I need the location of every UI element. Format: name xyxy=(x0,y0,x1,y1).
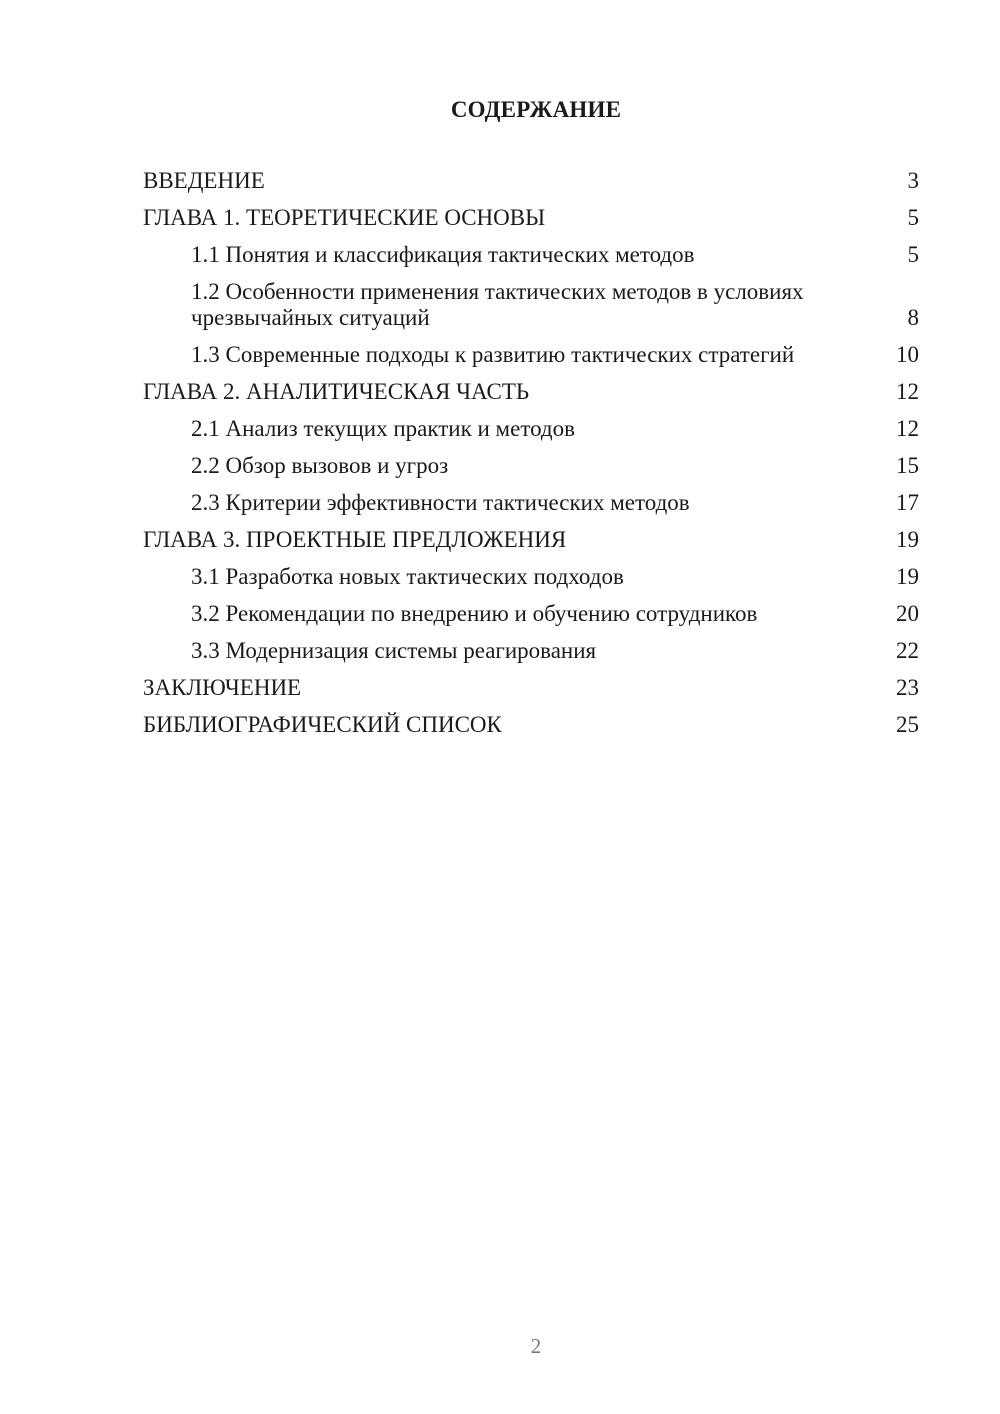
toc-entry-page: 17 xyxy=(896,490,919,515)
toc-entry-text: 3.2 Рекомендации по внедрению и обучению сотрудников xyxy=(191,601,758,626)
toc-entry-introduction[interactable] xyxy=(143,168,919,194)
toc-entry-chapter-3[interactable] xyxy=(143,527,919,553)
toc-entry-section-2-1[interactable] xyxy=(143,416,919,442)
toc-entry-page: 10 xyxy=(896,342,919,367)
toc-entry-section-3-1[interactable] xyxy=(143,564,919,590)
toc-entry-text: 2.3 Критерии эффективности тактических методов xyxy=(191,490,690,515)
toc-entry-bibliography[interactable] xyxy=(143,712,919,738)
toc-entry-page: 22 xyxy=(896,638,919,663)
toc-entry-section-1-1[interactable] xyxy=(143,242,919,268)
table-of-contents xyxy=(143,168,919,749)
toc-entry-page: 12 xyxy=(896,379,919,404)
toc-entry-text: ГЛАВА 1. ТЕОРЕТИЧЕСКИЕ ОСНОВЫ xyxy=(143,205,546,230)
toc-entry-text: 2.1 Анализ текущих практик и методов xyxy=(191,416,575,441)
toc-entry-page: 19 xyxy=(896,564,919,589)
toc-entry-page: 3 xyxy=(907,168,919,193)
toc-entry-text: ГЛАВА 3. ПРОЕКТНЫЕ ПРЕДЛОЖЕНИЯ xyxy=(143,527,567,552)
toc-entry-page: 5 xyxy=(907,205,919,230)
toc-entry-page: 8 xyxy=(907,305,919,330)
toc-entry-chapter-2[interactable] xyxy=(143,379,919,405)
toc-entry-text: 3.3 Модернизация системы реагирования xyxy=(191,638,597,663)
toc-entry-text: 1.2 Особенности применения тактических методов в условиях чрезвычайных ситуаций xyxy=(191,279,804,330)
toc-entry-page: 12 xyxy=(896,416,919,441)
toc-entry-section-1-3[interactable] xyxy=(143,342,919,368)
toc-entry-section-1-2[interactable] xyxy=(143,279,919,331)
toc-entry-text: 3.1 Разработка новых тактических подходов xyxy=(191,564,624,589)
toc-entry-chapter-1[interactable] xyxy=(143,205,919,231)
toc-entry-section-2-2[interactable] xyxy=(143,453,919,479)
toc-entry-text: ГЛАВА 2. АНАЛИТИЧЕСКАЯ ЧАСТЬ xyxy=(143,379,530,404)
toc-entry-text: 1.3 Современные подходы к развитию тактических стратегий xyxy=(191,342,795,367)
toc-entry-conclusion[interactable] xyxy=(143,675,919,701)
toc-entry-page: 23 xyxy=(896,675,919,700)
toc-entry-page: 25 xyxy=(896,712,919,737)
toc-entry-section-3-2[interactable] xyxy=(143,601,919,627)
toc-entry-text: БИБЛИОГРАФИЧЕСКИЙ СПИСОК xyxy=(143,712,502,737)
toc-entry-page: 5 xyxy=(907,242,919,267)
toc-entry-page: 20 xyxy=(896,601,919,626)
toc-entry-page: 19 xyxy=(896,527,919,552)
toc-title: СОДЕРЖАНИЕ xyxy=(450,97,622,122)
toc-entry-text: 1.1 Понятия и классификация тактических методов xyxy=(191,242,695,267)
page-number: 2 xyxy=(530,1334,542,1358)
toc-entry-section-2-3[interactable] xyxy=(143,490,919,516)
toc-entry-text: ВВЕДЕНИЕ xyxy=(143,168,265,193)
toc-entry-page: 15 xyxy=(896,453,919,478)
toc-entry-section-3-3[interactable] xyxy=(143,638,919,664)
toc-entry-text: ЗАКЛЮЧЕНИЕ xyxy=(143,675,302,700)
toc-entry-text: 2.2 Обзор вызовов и угроз xyxy=(191,453,449,478)
